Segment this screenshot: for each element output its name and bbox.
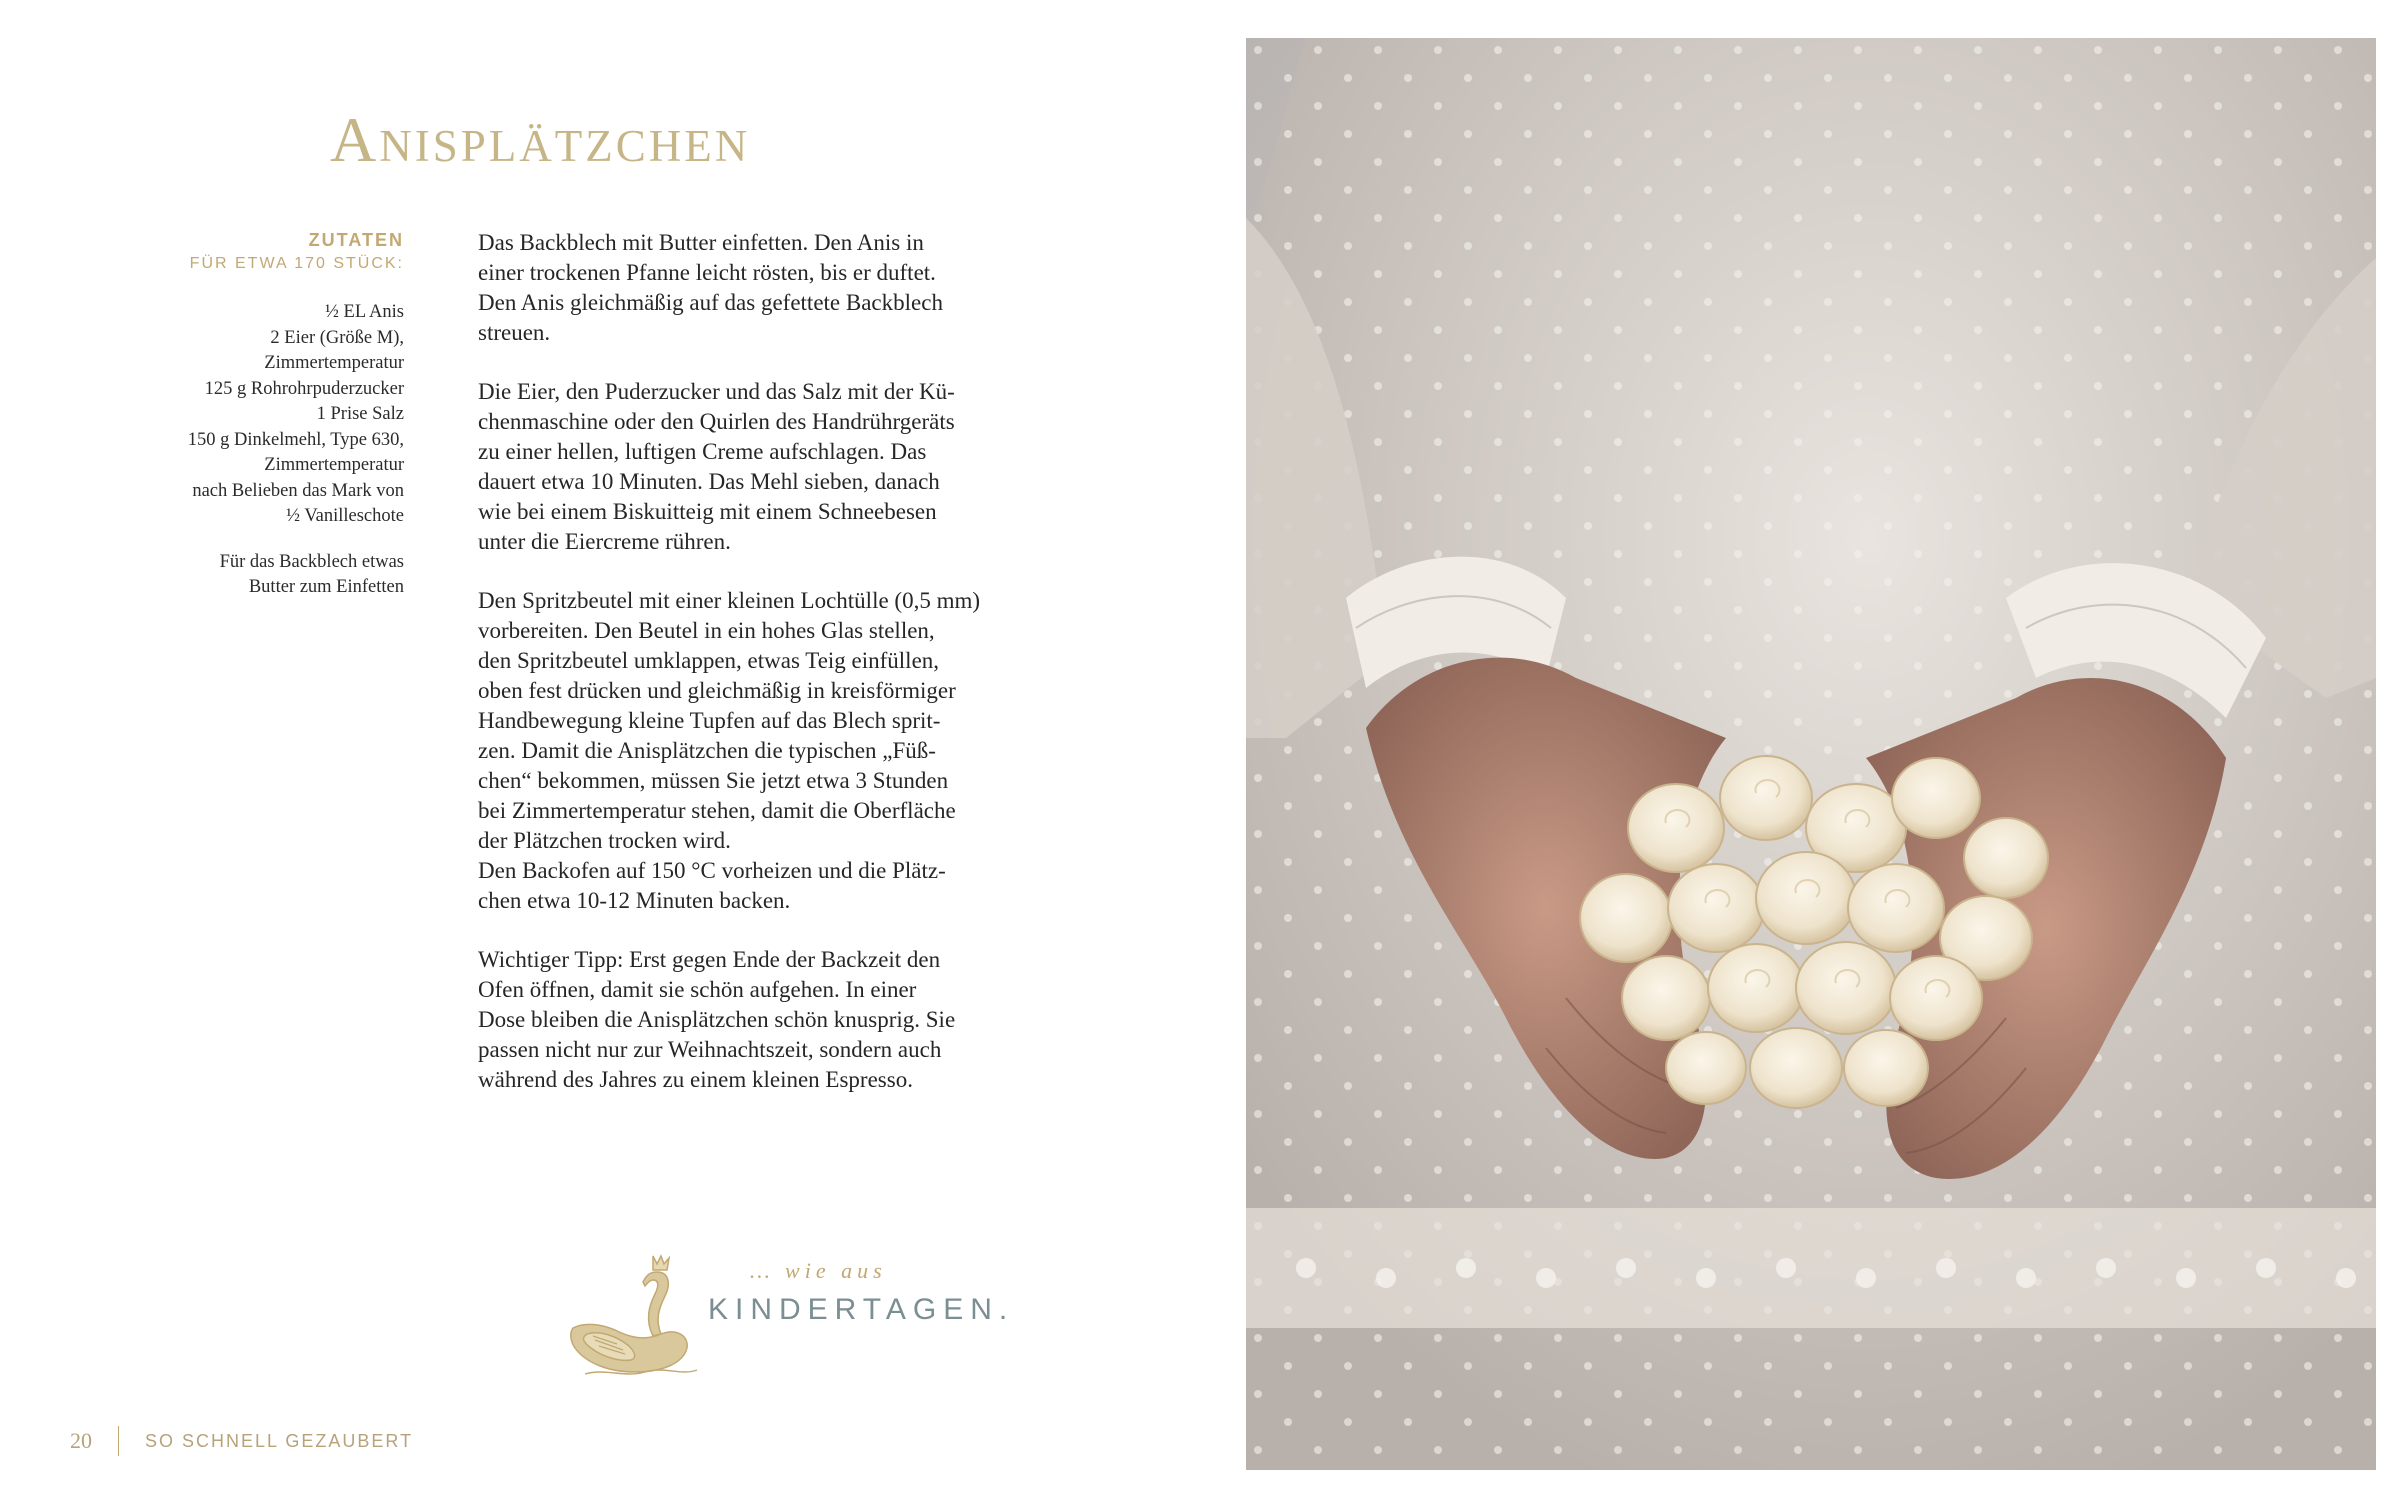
method-paragraph	[478, 586, 1088, 916]
ingredient-line: 2 Eier (Größe M),	[270, 327, 404, 348]
method-line: Die Eier, den Puderzucker und das Salz mit der Kü-	[478, 379, 955, 404]
method-line: Den Backofen auf 150 °C vorheizen und die Plätz-	[478, 858, 946, 883]
recipe-title: Anisplätzchen	[330, 104, 751, 175]
swan-crown-icon	[565, 1250, 715, 1380]
ingredient-line: 1 Prise Salz	[316, 404, 404, 424]
ingredients-list	[110, 300, 404, 530]
recipe-method	[478, 228, 1088, 1124]
method-paragraph	[478, 228, 1088, 348]
method-line: chen etwa 10-12 Minuten backen.	[478, 888, 791, 913]
ingredients-column	[110, 228, 404, 601]
method-line: unter die Eiercreme rühren.	[478, 529, 731, 554]
ingredient-line: 125 g Rohrohrpuderzucker	[204, 378, 404, 399]
method-paragraph	[478, 945, 1088, 1095]
footer-divider	[118, 1426, 119, 1456]
ingredient-line: ½ EL Anis	[325, 302, 404, 322]
ingredient-line: nach Belieben das Mark von	[192, 480, 404, 501]
method-line: dauert etwa 10 Minuten. Das Mehl sieben, danach	[478, 469, 940, 494]
extra-ingredient-line: Für das Backblech etwas	[219, 551, 404, 572]
recipe-photo	[1246, 38, 2376, 1470]
method-line: Ofen öffnen, damit sie schön aufgehen. In einer	[478, 977, 917, 1002]
section-name: SO SCHNELL GEZAUBERT	[145, 1430, 414, 1451]
method-paragraph	[478, 377, 1088, 557]
method-line: Wichtiger Tipp: Erst gegen Ende der Backzeit den	[478, 947, 941, 972]
method-line: Handbewegung kleine Tupfen auf das Blech sprit-	[478, 708, 941, 733]
method-line: oben fest drücken und gleichmäßig in kreisförmiger	[478, 678, 956, 703]
method-line: zen. Damit die Anisplätzchen die typischen „Füß-	[478, 738, 936, 763]
extra-ingredient-line: Butter zum Einfetten	[248, 577, 404, 597]
ingredient-line: ½ Vanilleschote	[286, 506, 404, 526]
ingredients-yield: FÜR ETWA 170 STÜCK:	[189, 255, 404, 272]
method-line: den Spritzbeutel umklappen, etwas Teig einfüllen,	[478, 648, 940, 673]
method-line: passen nicht nur zur Weihnachtszeit, sondern auch	[478, 1037, 942, 1062]
ingredient-line: Zimmertemperatur	[264, 353, 404, 373]
ingredients-extra	[110, 550, 404, 601]
ingredient-line: 150 g Dinkelmehl, Type 630,	[187, 429, 404, 450]
method-line: Das Backblech mit Butter einfetten. Den Anis in	[478, 230, 924, 255]
method-line: der Plätzchen trocken wird.	[478, 828, 731, 853]
photo-illustration	[1246, 38, 2376, 1470]
page-number: 20	[70, 1428, 92, 1453]
method-line: chen“ bekommen, müssen Sie jetzt etwa 3 Stunden	[478, 768, 949, 793]
method-line: vorbereiten. Den Beutel in ein hohes Glas stellen,	[478, 618, 935, 643]
method-line: Dose bleiben die Anisplätzchen schön knusprig. Sie	[478, 1007, 956, 1032]
method-line: zu einer hellen, luftigen Creme aufschlagen. Das	[478, 439, 927, 464]
method-line: Den Anis gleichmäßig auf das gefettete Backblech	[478, 290, 943, 315]
method-line: während des Jahres zu einem kleinen Espresso.	[478, 1067, 913, 1092]
method-line: Den Spritzbeutel mit einer kleinen Lochtülle (0,5 mm)	[478, 588, 981, 613]
tagline-big: KINDERTAGEN.	[708, 1293, 1015, 1326]
ingredient-line: Zimmertemperatur	[264, 455, 404, 475]
method-line: wie bei einem Biskuitteig mit einem Schneebesen	[478, 499, 937, 524]
ingredients-heading: ZUTATEN	[308, 230, 404, 250]
method-line: streuen.	[478, 320, 551, 345]
method-line: chenmaschine oder den Quirlen des Handrührgeräts	[478, 409, 955, 434]
method-line: einer trockenen Pfanne leicht rösten, bis er duftet.	[478, 260, 936, 285]
page-footer	[70, 1424, 413, 1458]
tagline-small: … wie aus	[750, 1258, 887, 1283]
method-line: bei Zimmertemperatur stehen, damit die Oberfläche	[478, 798, 956, 823]
